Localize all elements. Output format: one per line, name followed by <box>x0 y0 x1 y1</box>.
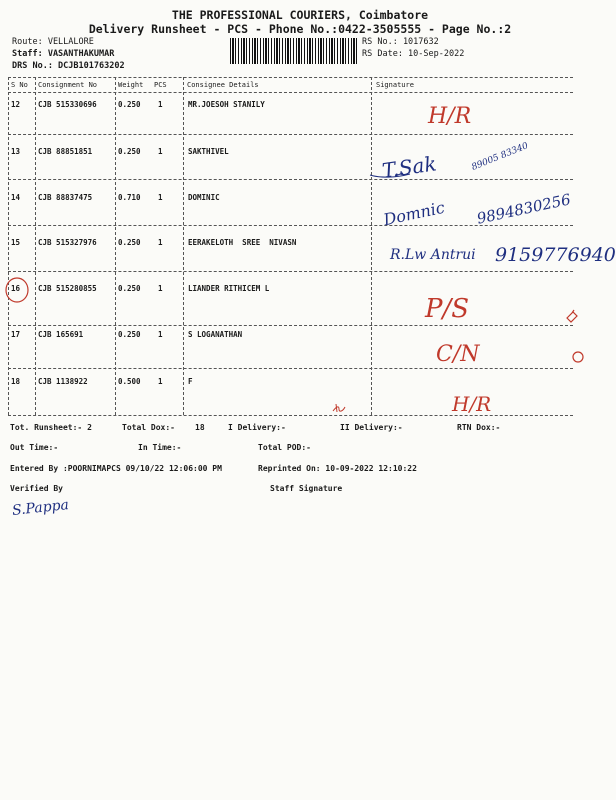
cell-consignee: DOMINIC <box>188 193 220 202</box>
cell-consignee: S LOGANATHAN <box>188 330 243 339</box>
cell-pcs: 1 <box>158 238 163 247</box>
cell-consignment: CJB 515327976 <box>38 238 97 247</box>
cell-pcs: 1 <box>158 193 163 202</box>
entered-by: Entered By :POORNIMAPCS 09/10/22 12:06:00 PM <box>10 464 222 473</box>
cell-weight: 0.710 <box>118 193 141 202</box>
col-header-pcs: PCS <box>154 81 167 89</box>
handwritten-phone-13: 89005 83340 <box>470 141 530 173</box>
cell-consignment: CJB 515330696 <box>38 100 97 109</box>
cell-consignment: CJB 88837475 <box>38 193 93 202</box>
row-divider <box>8 325 573 326</box>
cell-consignment: CJB 88851851 <box>38 147 93 156</box>
col-header-signature: Signature <box>376 81 414 89</box>
handwritten-phone-14: 9894830256 <box>475 190 573 228</box>
handwritten-sig-15: R.Lw Antrui <box>390 247 476 263</box>
scribble-mark <box>333 404 345 412</box>
col-rule <box>35 77 36 415</box>
cell-consignee: MR.JOESOH STANILY <box>188 100 265 109</box>
cell-sno: 15 <box>11 238 21 247</box>
table-top-rule <box>8 77 573 78</box>
circle-mark <box>573 352 583 362</box>
rs-date: RS Date: 10-Sep-2022 <box>362 49 465 59</box>
col-header-consignment: Consignment No <box>38 81 98 89</box>
tot-runsheet: Tot. Runsheet:- 2 <box>10 423 92 432</box>
cell-pcs: 1 <box>158 377 163 386</box>
cell-weight: 0.500 <box>118 377 141 386</box>
col-rule <box>183 77 184 415</box>
total-pod: Total POD:- <box>258 443 311 452</box>
col-rule <box>371 77 372 415</box>
cell-weight: 0.250 <box>118 330 141 339</box>
cell-weight: 0.250 <box>118 147 141 156</box>
cell-pcs: 1 <box>158 147 163 156</box>
col-header-sno: S No <box>11 81 28 89</box>
staff-label: Staff: VASANTHAKUMAR <box>12 49 115 59</box>
cell-sno: 16 <box>11 284 21 293</box>
verified-by: Verified By <box>10 484 63 493</box>
tick-mark <box>567 310 577 322</box>
table-header-rule <box>8 92 573 93</box>
out-time: Out Time:- <box>10 443 59 452</box>
cell-weight: 0.250 <box>118 284 141 293</box>
row-divider <box>8 179 573 180</box>
reprinted-on: Reprinted On: 10-09-2022 12:10:22 <box>258 464 417 473</box>
handwritten-sig-12: H/R <box>428 104 472 129</box>
handwritten-sig-17: C/N <box>436 342 480 367</box>
cell-consignee: SAKTHIVEL <box>188 147 229 156</box>
in-time: In Time:- <box>138 443 182 452</box>
handwritten-sig-18: H/R <box>452 392 492 416</box>
handwritten-sig-16: P/S <box>425 294 470 324</box>
cell-sno: 14 <box>11 193 21 202</box>
cell-consignee: LIANDER RITHICEM L <box>188 284 270 293</box>
cell-sno: 12 <box>11 100 21 109</box>
cell-sno: 18 <box>11 377 21 386</box>
col-rule <box>8 77 9 415</box>
handwritten-sig-13: T.Sak <box>380 151 438 183</box>
cell-sno: 13 <box>11 147 21 156</box>
cell-pcs: 1 <box>158 284 163 293</box>
col-rule <box>115 77 116 415</box>
cell-consignment: CJB 1138922 <box>38 377 88 386</box>
cell-consignee: F <box>188 377 193 386</box>
route-label: Route: VELLALORE <box>12 37 94 47</box>
handwritten-sig-14: Domnic <box>381 197 447 230</box>
drs-number: DRS No.: DCJB101763202 <box>12 61 125 71</box>
verified-signature: S.Pappa <box>11 497 70 519</box>
cell-consignment: CJB 165691 <box>38 330 84 339</box>
staff-signature-label: Staff Signature <box>270 484 343 493</box>
runsheet-title: Delivery Runsheet - PCS - Phone No.:0422-3505555 - Page No.:2 <box>88 22 512 36</box>
cell-pcs: 1 <box>158 100 163 109</box>
total-dox-value: 18 <box>195 423 205 432</box>
i-delivery: I Delivery:- <box>228 423 286 432</box>
company-title: THE PROFESSIONAL COURIERS, Coimbatore <box>171 8 429 22</box>
row-divider <box>8 368 573 369</box>
row-divider <box>8 271 573 272</box>
total-dox-label: Total Dox:- <box>122 423 175 432</box>
handwritten-phone-15: 9159776940 <box>495 244 616 266</box>
rs-number: RS No.: 1017632 <box>362 37 439 47</box>
cell-consignment: CJB 515280855 <box>38 284 97 293</box>
barcode <box>230 38 358 64</box>
col-header-weight: Weight <box>118 81 144 89</box>
rtn-dox: RTN Dox:- <box>457 423 501 432</box>
cell-consignee: EERAKELOTH SREE NIVASN <box>188 238 297 247</box>
cell-weight: 0.250 <box>118 100 141 109</box>
cell-sno: 17 <box>11 330 21 339</box>
ii-delivery: II Delivery:- <box>340 423 403 432</box>
row-divider <box>8 134 573 135</box>
col-header-consignee: Consignee Details <box>187 81 259 89</box>
cell-pcs: 1 <box>158 330 163 339</box>
cell-weight: 0.250 <box>118 238 141 247</box>
